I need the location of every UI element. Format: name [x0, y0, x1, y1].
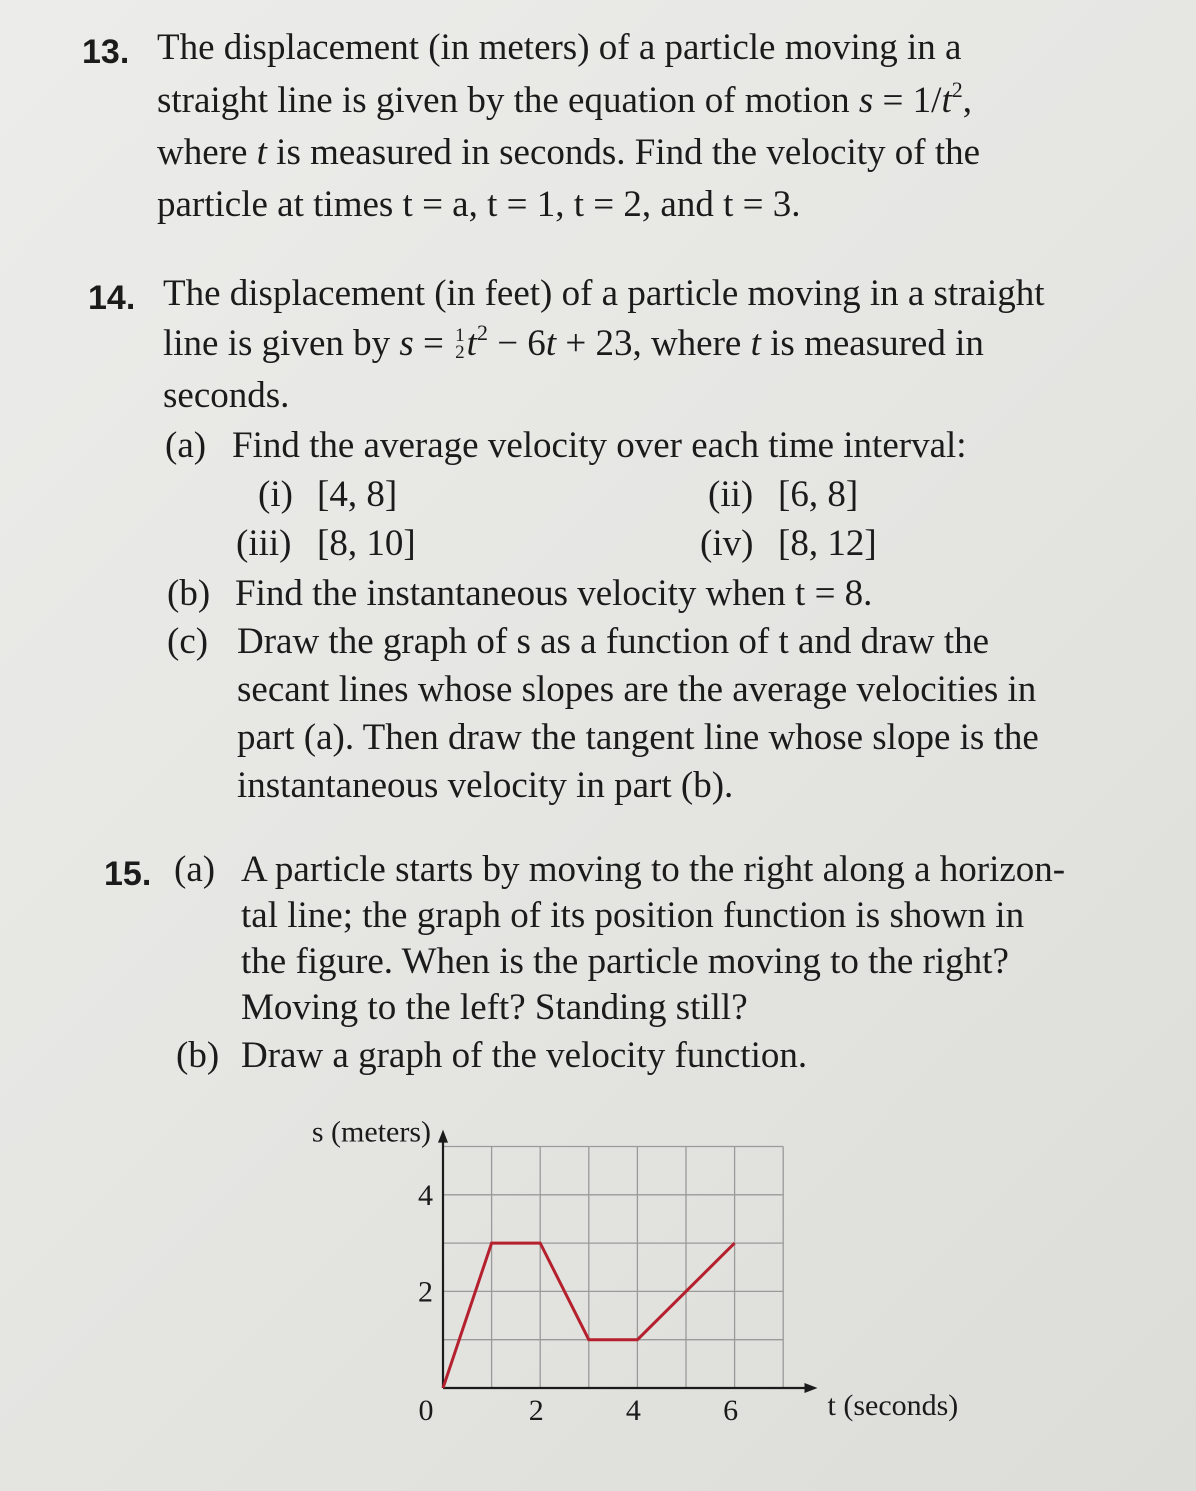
problem-14-line-3: seconds. — [163, 375, 290, 416]
part-14b-text: Find the instantaneous velocity when t = 8. — [235, 573, 873, 614]
interval-i-label: (i) — [258, 474, 293, 515]
part-14a-text: Find the average velocity over each time interval: — [232, 425, 967, 466]
part-14c-line-4: instantaneous velocity in part (b). — [237, 765, 734, 806]
part-15b-text: Draw a graph of the velocity function. — [241, 1035, 808, 1076]
part-15b-label: (b) — [176, 1035, 220, 1076]
problem-13-line-1: The displacement (in meters) of a particle moving in a — [157, 27, 962, 68]
fraction-one-half: 1 2 — [455, 324, 465, 363]
problem-13-line-4: particle at times t = a, t = 1, t = 2, and t = 3. — [157, 184, 801, 225]
part-15a-line-3: the figure. When is the particle moving to the right? — [241, 941, 1009, 982]
interval-iv: [8, 12] — [778, 523, 877, 564]
part-14c-line-1: Draw the graph of s as a function of t and draw the — [237, 621, 990, 662]
interval-iii-label: (iii) — [236, 523, 292, 564]
x-tick-label: 4 — [625, 1394, 641, 1427]
problem-15-number: 15. — [104, 855, 152, 893]
problem-13-number: 13. — [82, 33, 130, 71]
part-14c-line-3: part (a). Then draw the tangent line whose slope is the — [237, 717, 1039, 758]
y-tick-label: 2 — [418, 1275, 433, 1309]
part-15a-line-1: A particle starts by moving to the right along a horizon- — [241, 849, 1066, 890]
part-15a-label: (a) — [174, 849, 216, 890]
part-15a-line-2: tal line; the graph of its position function is shown in — [241, 895, 1025, 936]
interval-ii: [6, 8] — [778, 474, 859, 515]
problem-14-line-1: The displacement (in feet) of a particle moving in a straight — [163, 273, 1045, 314]
x-axis-arrow-icon — [805, 1383, 818, 1393]
part-14b-label: (b) — [167, 573, 211, 614]
y-axis-label: s (meters) — [311, 1115, 431, 1149]
x-axis-label: t (seconds) — [827, 1389, 959, 1422]
x-tick-label: 6 — [723, 1394, 739, 1427]
part-14c-line-2: secant lines whose slopes are the average velocities in — [237, 669, 1037, 710]
problem-13-line-3: where t is measured in seconds. Find the velocity of the — [157, 132, 981, 173]
x-tick-label: 0 — [418, 1394, 434, 1427]
interval-ii-label: (ii) — [708, 474, 754, 515]
part-14a-label: (a) — [165, 425, 207, 466]
part-15a-line-4: Moving to the left? Standing still? — [241, 987, 748, 1028]
part-14c-label: (c) — [167, 621, 209, 662]
interval-i: [4, 8] — [317, 474, 398, 515]
problem-14-number: 14. — [88, 279, 136, 317]
problem-13-line-2: straight line is given by the equation of motion $s = 1/t^2$, — [157, 77, 972, 121]
y-axis-arrow-icon — [438, 1130, 448, 1143]
problem-14-line-2: line is given by s = 1 2 $t^2 - 6t + 23$, where t is measured in — [163, 320, 984, 364]
interval-iii: [8, 10] — [317, 523, 416, 564]
x-tick-label: 2 — [528, 1394, 544, 1427]
y-tick-label: 4 — [418, 1178, 433, 1212]
interval-iv-label: (iv) — [700, 523, 754, 564]
